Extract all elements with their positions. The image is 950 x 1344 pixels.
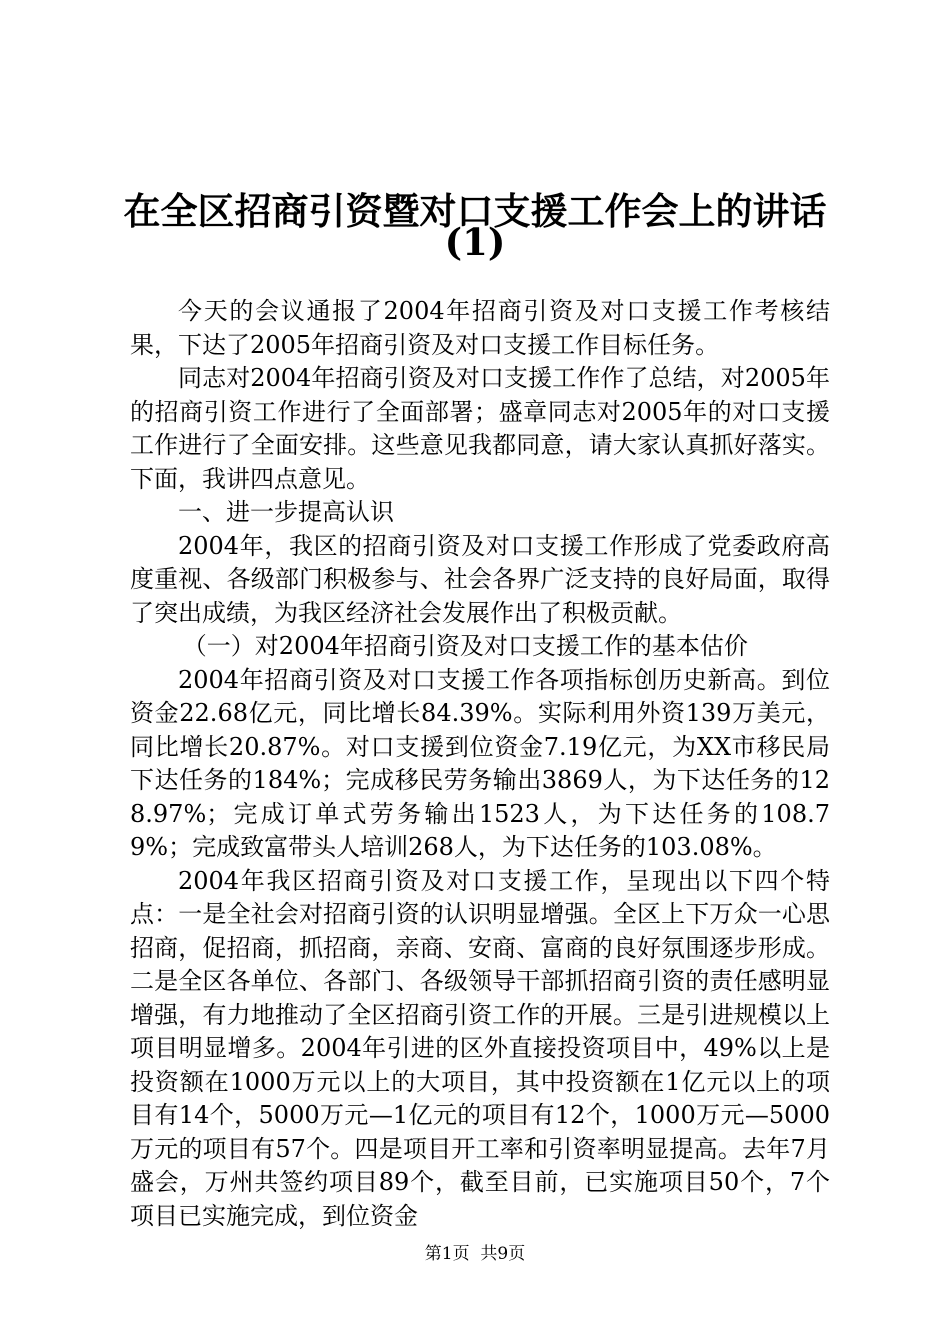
document-title: 在全区招商引资暨对口支援工作会上的讲话 [123,189,827,233]
subsection-heading: （一）对2004年招商引资及对口支援工作的基本估价 [182,632,748,660]
section-heading: 一、进一步提高认识 [178,498,394,526]
document-title-suffix: (1) [444,220,506,264]
body-paragraph: 2004年招商引资及对口支援工作各项指标创历史新高。到位资金22.68亿元，同比增长84.39%。实际利用外资139万美元，同比增长20.87%。对口支援到位资金7.19亿元，为XX市移民局下达任务的184%；完成移民劳务输出3869人，为下达任务的128.97%；完成订单式劳务输出1523人，为下达任务的108.79%；完成致富带头人培训268人，为下达任务的103.08%。 [130,665,830,861]
body-paragraph: 同志对2004年招商引资及对口支援工作作了总结，对2005年的招商引资工作进行了全面部署；盛章同志对2005年的对口支援工作进行了全面安排。这些意见我都同意，请大家认真抓好落实。下面，我讲四点意见。 [130,364,830,493]
body-paragraph: 2004年我区招商引资及对口支援工作，呈现出以下四个特点：一是全社会对招商引资的认识明显增强。全区上下万众一心思招商，促招商，抓招商，亲商、安商、富商的良好氛围逐步形成。二是全区各单位、各部门、各级领导干部抓招商引资的责任感明显增强，有力地推动了全区招商引资工作的开展。三是引进规模以上项目明显增多。2004年引进的区外直接投资项目中，49%以上是投资额在1000万元以上的大项目，其中投资额在1亿元以上的项目有14个，5000万元—1亿元的项目有12个，1000万元—5000万元的项目有57个。四是项目开工率和引资率明显提高。去年7月盛会，万州共签约项目89个，截至目前，已实施项目50个，7个项目已实施完成，到位资金 [130,866,830,1230]
body-paragraph: 今天的会议通报了2004年招商引资及对口支援工作考核结果，下达了2005年招商引资及对口支援工作目标任务。 [130,297,830,359]
body-paragraph: 2004年，我区的招商引资及对口支援工作形成了党委政府高度重视、各级部门积极参与、社会各界广泛支持的良好局面，取得了突出成绩，为我区经济社会发展作出了积极贡献。 [130,531,830,627]
document-body [130,295,830,1233]
page-number-footer: 第1页 共9页 [424,1244,526,1264]
